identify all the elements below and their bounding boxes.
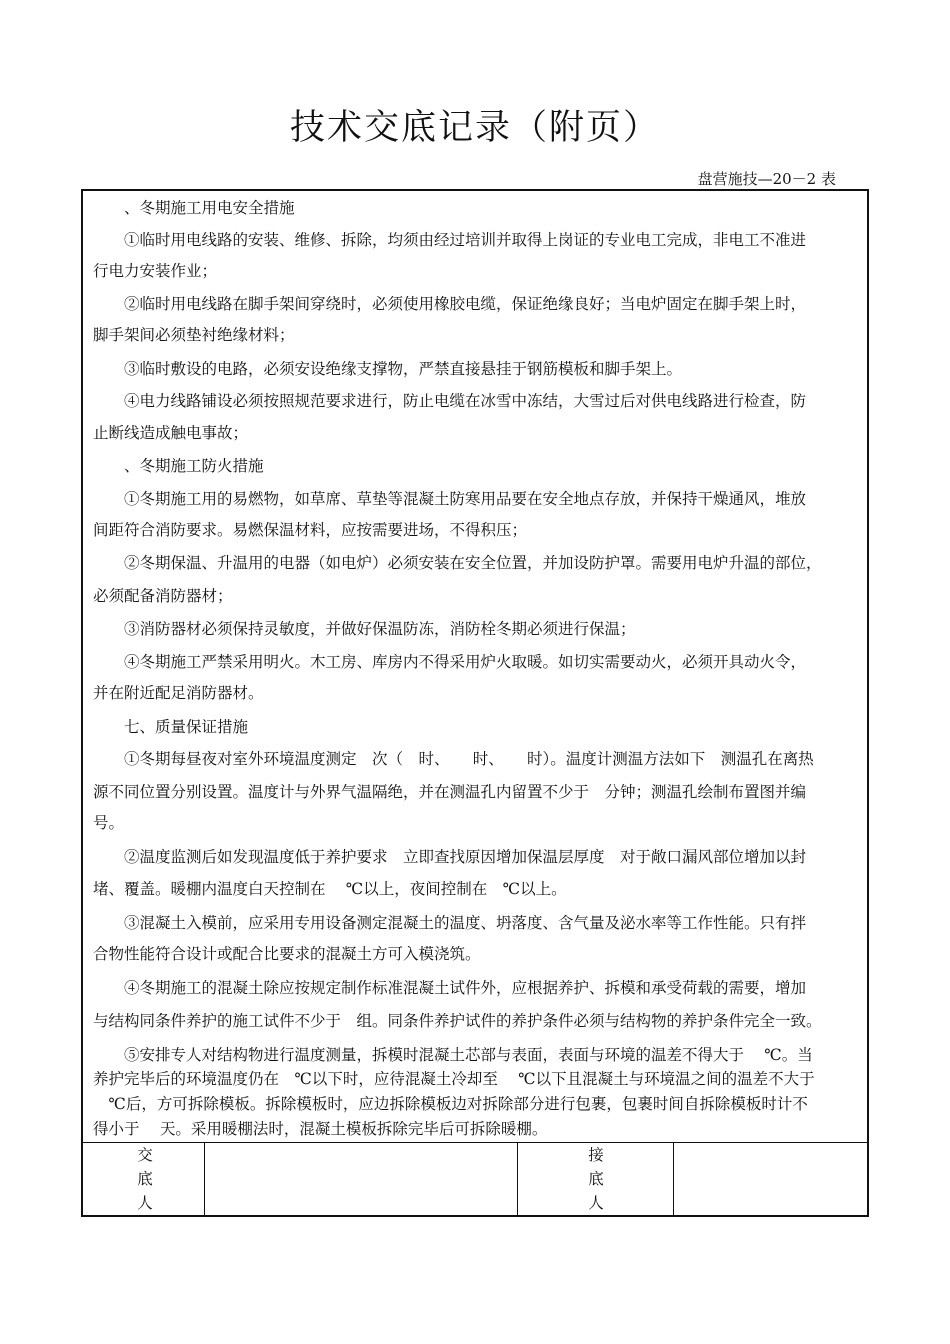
body-line: 堵、覆盖。暖棚内温度白天控制在 ℃以上，夜间控制在 ℃以上。	[93, 880, 567, 898]
body-line: ①冬期施工用的易燃物，如草席、草垫等混凝土防寒用品要在安全地点存放，并保持干燥通风，堆放	[124, 490, 807, 508]
body-line: ①临时用电线路的安装、维修、拆除，均须由经过培训并取得上岗证的专业电工完成，非电工不准进	[124, 231, 807, 249]
body-line: 号。	[93, 814, 125, 832]
content-area	[83, 191, 867, 1142]
body-line: 合物性能符合设计或配合比要求的混凝土方可入模浇筑。	[93, 945, 481, 963]
body-line: 与结构同条件养护的施工试件不少于 组。同条件养护试件的养护条件必须与结构物的养护条件完全一致。	[93, 1012, 822, 1030]
giver-label-char: 人	[137, 1194, 153, 1212]
receiver-label	[576, 1143, 616, 1215]
body-line: ④电力线路铺设必须按照规范要求进行，防止电缆在冰雪中冻结，大雪过后对供电线路进行检查，防	[124, 392, 807, 410]
record-frame	[81, 189, 869, 1217]
body-line: ④冬期施工的混凝土除应按规定制作标准混凝土试件外，应根据养护、拆模和承受荷载的需要，增加	[124, 979, 807, 997]
giver-signature-field[interactable]	[204, 1143, 518, 1216]
body-line: 并在附近配足消防器材。	[93, 684, 264, 702]
giver-label	[125, 1143, 165, 1215]
body-line: ④冬期施工严禁采用明火。木工房、库房内不得采用炉火取暖。如切实需要动火，必须开具动火令，	[124, 653, 807, 671]
page-title: 技术交底记录（附页）	[289, 108, 660, 148]
body-line: 行电力安装作业；	[93, 262, 218, 280]
signature-row	[83, 1142, 867, 1216]
body-line: ②冬期保温、升温用的电器（如电炉）必须安装在安全位置，并加设防护罩。需要用电炉升温的部位，	[124, 554, 822, 572]
form-code: 盘营施技—20－2 表	[697, 170, 836, 188]
body-line: ③临时敷设的电路，必须安设绝缘支撑物，严禁直接悬挂于钢筋模板和脚手架上。	[124, 360, 683, 378]
body-line: ℃后，方可拆除模板。拆除模板时，应边拆除模板边对拆除部分进行包裹，包裹时间自拆除模板时计不	[93, 1095, 808, 1113]
body-line: ②温度监测后如发现温度低于养护要求 立即查找原因增加保温层厚度 对于敞口漏风部位增加以封	[124, 848, 807, 866]
receiver-label-char: 接	[588, 1146, 604, 1164]
body-line: 养护完毕后的环境温度仍在 ℃以下时，应待混凝土冷却至 ℃以下且混凝土与环境温之间的温差不大于	[93, 1070, 815, 1088]
giver-label-char: 交	[137, 1146, 153, 1164]
body-line: ②临时用电线路在脚手架间穿绕时，必须使用橡胶电缆，保证绝缘良好；当电炉固定在脚手架上时，	[124, 295, 807, 313]
body-line: ①冬期每昼夜对室外环境温度测定 次（ 时、 时、 时）。温度计测温方法如下 测温孔在离热	[124, 750, 814, 768]
body-line: 、冬期施工用电安全措施	[124, 199, 295, 217]
receiver-label-char: 人	[588, 1194, 604, 1212]
body-line: 间距符合消防要求。易燃保温材料，应按需要进场，不得积压；	[93, 521, 528, 539]
body-line: 得小于 天。采用暖棚法时，混凝土模板拆除完毕后可拆除暖棚。	[93, 1120, 548, 1138]
body-line: 、冬期施工防火措施	[124, 457, 264, 475]
giver-label-char: 底	[137, 1170, 153, 1188]
receiver-label-cell	[517, 1143, 674, 1216]
receiver-signature-field[interactable]	[673, 1143, 868, 1216]
body-line: 七、质量保证措施	[124, 718, 249, 736]
body-line: ③混凝土入模前，应采用专用设备测定混凝土的温度、坍落度、含气量及泌水率等工作性能。只有拌	[124, 914, 807, 932]
body-line: 源不同位置分别设置。温度计与外界气温隔绝，并在测温孔内留置不少于 分钟；测温孔绘制布置图并编	[93, 783, 807, 801]
body-line: 必须配备消防器材；	[93, 587, 233, 605]
body-line: 脚手架间必须垫衬绝缘材料；	[93, 326, 295, 344]
body-line: 止断线造成触电事故；	[93, 424, 249, 442]
receiver-label-char: 底	[588, 1170, 604, 1188]
body-line: ③消防器材必须保持灵敏度，并做好保温防冻，消防栓冬期必须进行保温；	[124, 620, 636, 638]
body-line: ⑤安排专人对结构物进行温度测量，拆模时混凝土芯部与表面，表面与环境的温差不得大于 ℃。当	[124, 1046, 813, 1064]
